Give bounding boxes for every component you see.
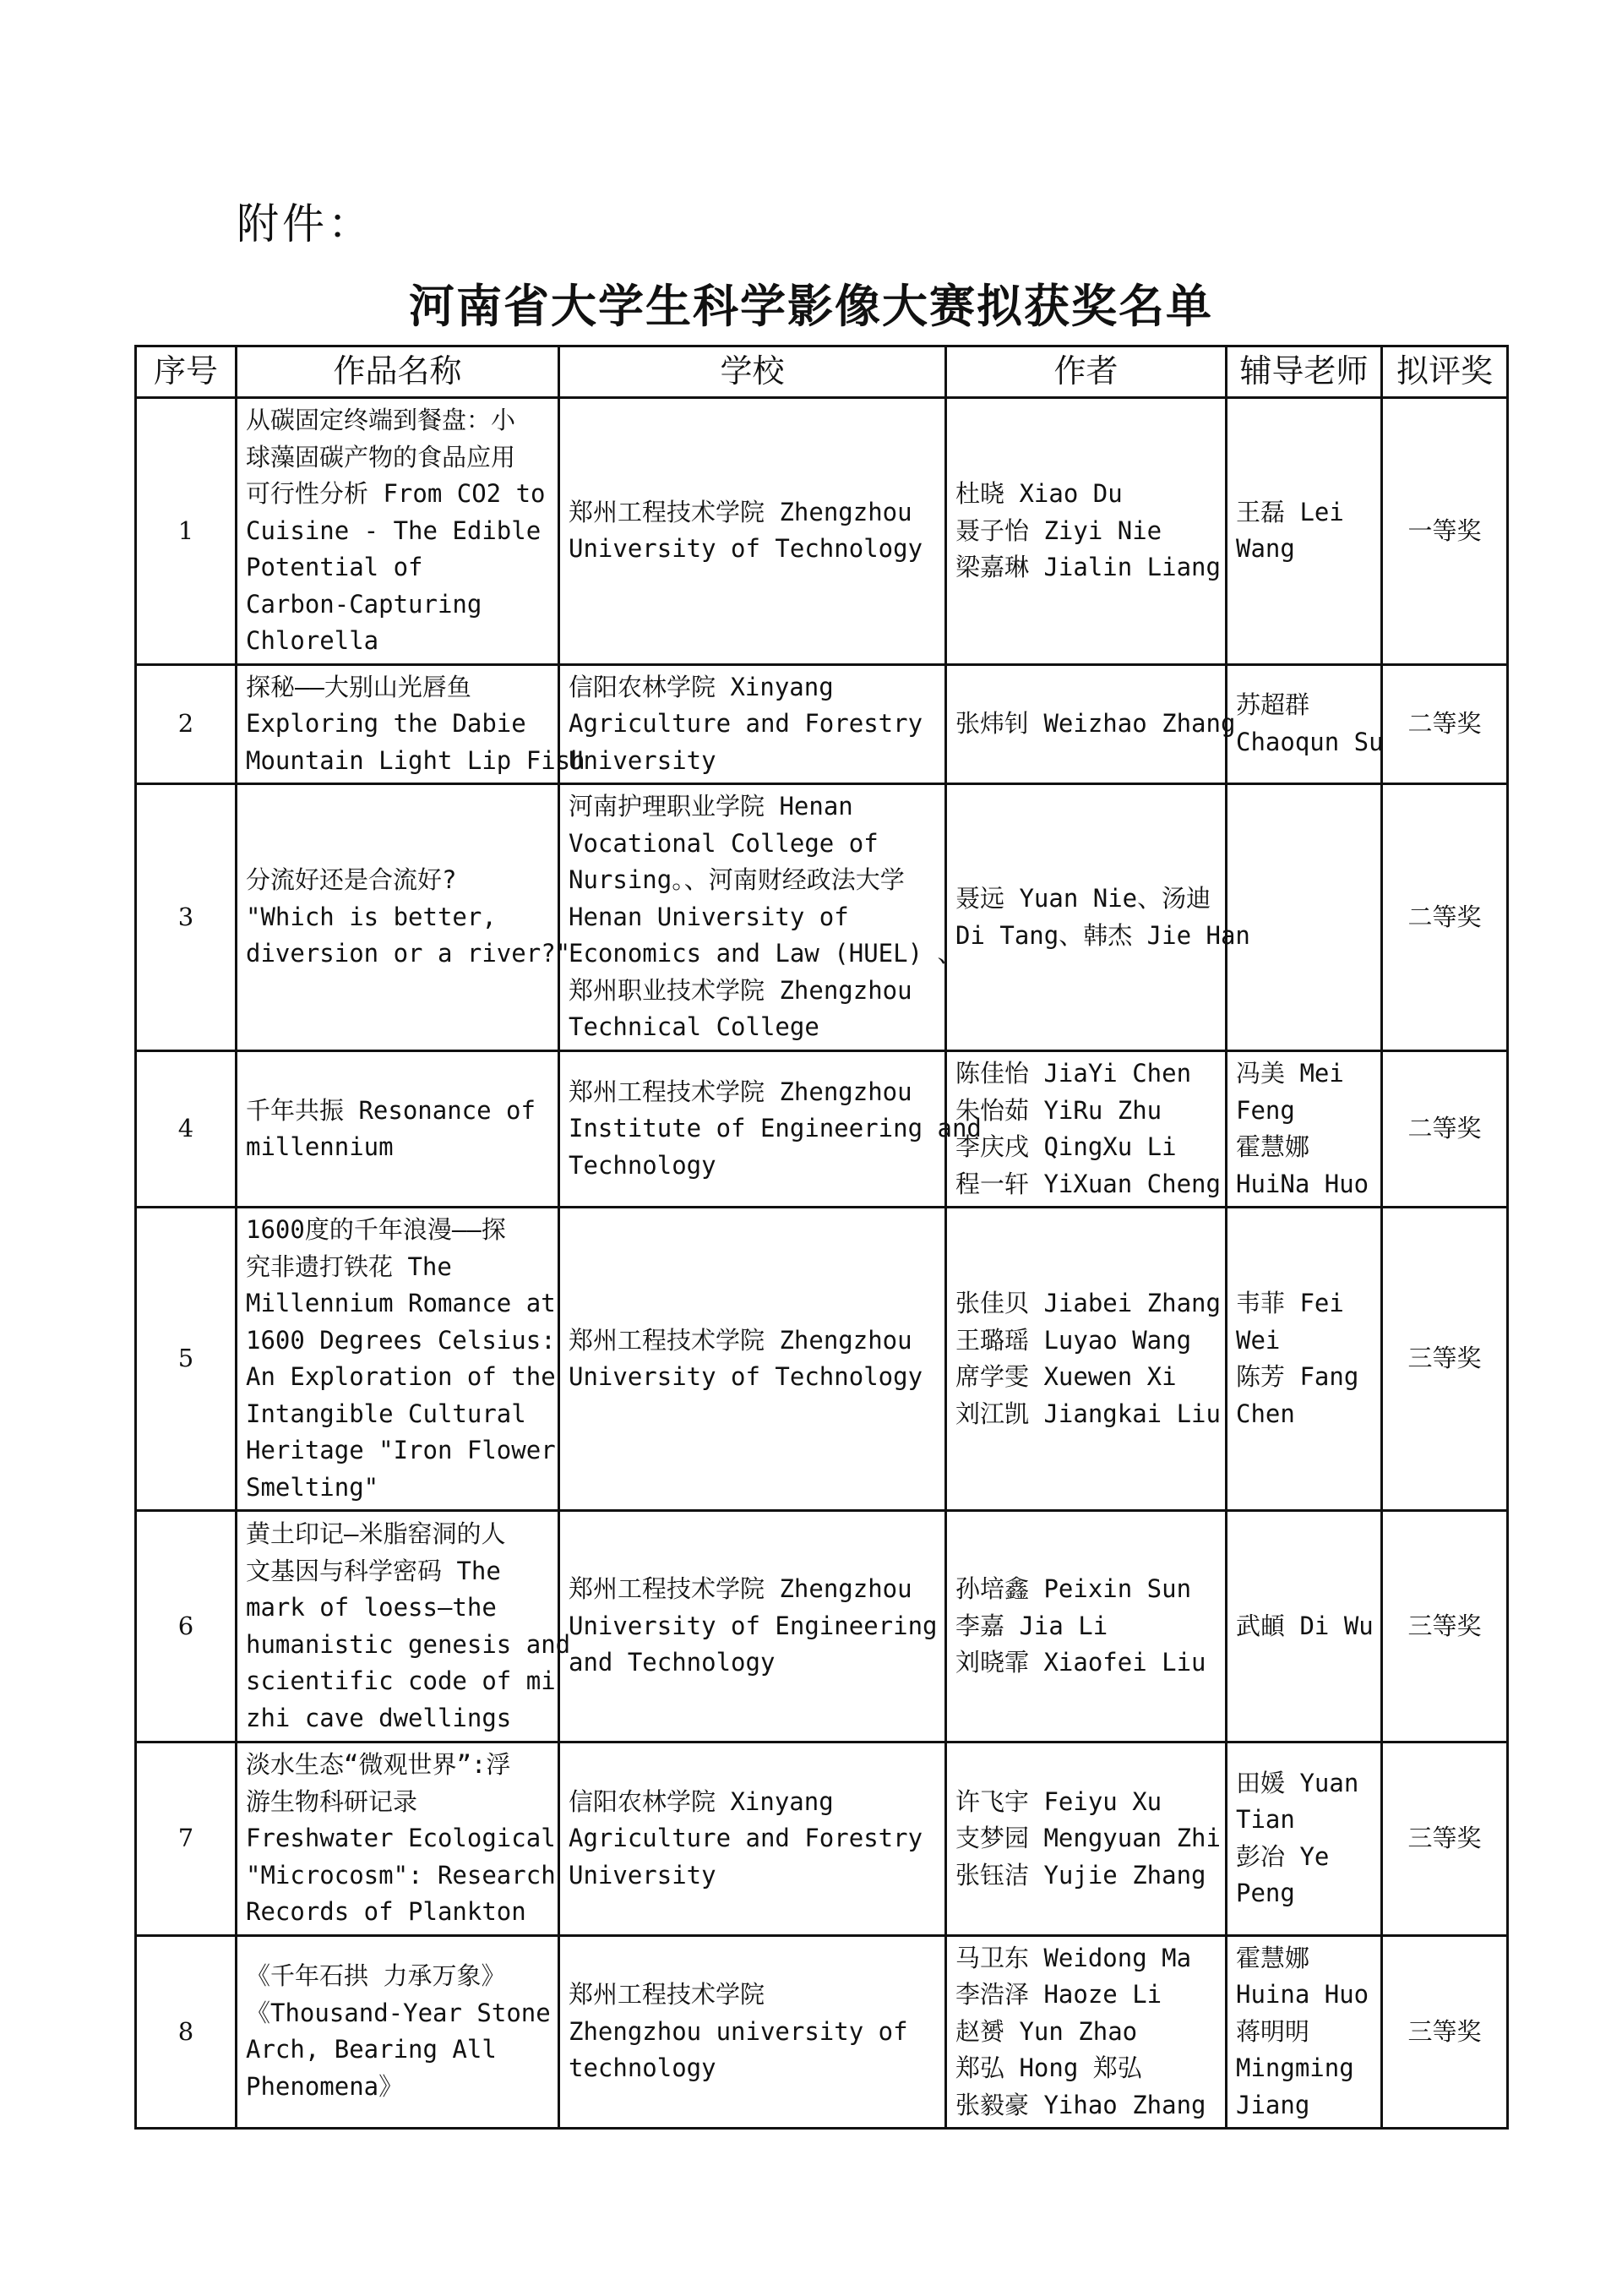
cell-school-line: 信阳农林学院 Xinyang [569,672,834,701]
cell-advisor-line: Chaoqun Su [1236,727,1384,756]
table-row [136,1511,1508,1742]
cell-award: 三等奖 [1382,1208,1508,1511]
cell-title-line: humanistic genesis and [246,1629,571,1659]
cell-advisor-line: 武頔 Di Wu [1236,1611,1374,1640]
cell-advisor [1227,1208,1382,1511]
cell-authors-line: 李庆戌 QingXu Li [955,1132,1177,1161]
cell-school-line: Agriculture and Forestry [569,1824,923,1852]
cell-authors-line: 杜晓 Xiao Du [955,479,1123,508]
cell-school [559,1208,946,1511]
cell-title-line: Heritage "Iron Flower [246,1436,556,1464]
cell-authors-line: 李嘉 Jia Li [955,1611,1108,1640]
cell-school-line: Technical College [569,1012,819,1042]
col-header-award: 拟评奖 [1382,346,1508,398]
table-row [136,784,1508,1051]
cell-school-line: 郑州工程技术学院 [569,1980,765,2009]
cell-title-line: millennium [246,1132,394,1161]
cell-number: 8 [136,1935,237,2129]
cell-advisor-line: 韦菲 Fei [1236,1289,1344,1317]
cell-title-line: Arch, Bearing All [246,2035,497,2064]
cell-title-line: Exploring the Dabie [246,709,526,738]
cell-authors-line: 张毅豪 Yihao Zhang [955,2090,1206,2119]
cell-award: 三等奖 [1382,1511,1508,1742]
cell-title-line: diversion or a river?" [246,939,571,968]
cell-authors-line: 聂远 Yuan Nie、汤迪 [955,884,1211,913]
cell-award: 三等奖 [1382,1742,1508,1936]
cell-authors-line: 聂子怡 Ziyi Nie [955,515,1162,545]
cell-authors-line: Di Tang、韩杰 Jie Han [955,920,1250,950]
cell-advisor-line: 苏超群 [1236,690,1310,720]
cell-school-line: 郑州工程技术学院 Zhengzhou [569,497,912,526]
cell-title-line: 分流好还是合流好? [246,865,457,895]
cell-title-line: Cuisine - The Edible [246,515,542,545]
cell-school [559,1051,982,1208]
cell-advisor [1227,1935,1382,2129]
cell-title-line: Intangible Cultural [246,1399,526,1428]
document-title: 河南省大学生科学影像大赛拟获奖名单 [409,279,1213,333]
cell-advisor-line: Wang [1236,534,1295,564]
cell-number: 7 [136,1742,237,1936]
cell-title-line: 黄土印记—米脂窑洞的人 [246,1519,506,1548]
cell-school [559,1511,946,1742]
cell-title-line: 《千年石拱 力承万象》 [246,1961,506,1991]
cell-title-line: Mountain Light Lip Fish [246,745,585,775]
cell-advisor [1227,1511,1382,1742]
table-row [136,1208,1508,1511]
cell-advisor-line: 冯美 Mei [1236,1059,1344,1088]
cell-title-line: 文基因与科学密码 The [246,1556,501,1585]
cell-title [237,1208,559,1511]
cell-advisor-line: 霍慧娜 [1236,1132,1310,1161]
cell-advisor-line: Chen [1236,1399,1295,1428]
cell-title [237,1742,559,1936]
cell-school-line: Economics and Law (HUEL) 、 [569,939,962,968]
cell-title-line: Records of Plankton [246,1897,526,1926]
col-header-school: 学校 [559,346,946,398]
cell-number: 1 [136,398,237,665]
cell-school-line: 信阳农林学院 Xinyang [569,1786,834,1816]
cell-advisor-line: 蒋明明 [1236,2016,1310,2046]
cell-school-line: University [569,1860,716,1890]
cell-advisor-line: 田媛 Yuan [1236,1768,1359,1797]
cell-title-line: Freshwater Ecological [246,1824,556,1852]
header-row [136,346,1508,398]
cell-advisor-line: 霍慧娜 [1236,1943,1310,1972]
cell-award: 一等奖 [1382,398,1508,665]
cell-advisor [1227,1742,1382,1936]
cell-number: 6 [136,1511,237,1742]
cell-title-line: 球藻固碳产物的食品应用 [246,442,516,472]
cell-title-line: Chlorella [246,626,379,655]
cell-title-line: Phenomena》 [246,2071,404,2101]
cell-school [559,1742,946,1936]
cell-advisor-line: Peng [1236,1879,1295,1908]
cell-authors-line: 王璐瑶 Luyao Wang [955,1325,1192,1355]
cell-authors [946,1208,1227,1511]
table-row [136,1935,1508,2129]
cell-title-line: 淡水生态“微观世界”:浮 [246,1750,511,1779]
cell-title-line: zhi cave dwellings [246,1703,512,1732]
cell-authors-line: 张佳贝 Jiabei Zhang [955,1289,1221,1317]
cell-advisor [1227,1051,1382,1208]
cell-school-line: University of Technology [569,534,923,564]
cell-school-line: Agriculture and Forestry [569,709,923,738]
cell-title-line: Smelting" [246,1472,379,1502]
cell-school [559,784,962,1051]
cell-authors-line: 梁嘉琳 Jialin Liang [955,553,1221,581]
cell-authors-line: 刘晓霏 Xiaofei Liu [955,1648,1206,1677]
cell-authors-line: 席学雯 Xuewen Xi [955,1362,1177,1391]
cell-authors-line: 程一轩 YiXuan Cheng [955,1169,1221,1198]
cell-title [237,1935,559,2129]
cell-advisor-line: 陈芳 Fang [1236,1362,1359,1391]
cell-title-line: scientific code of mi [246,1666,556,1695]
cell-school-line: and Technology [569,1648,776,1677]
cell-school-line: University of Technology [569,1362,923,1391]
cell-school-line: University [569,745,716,775]
col-header-title: 作品名称 [237,346,559,398]
cell-advisor-line: Wei [1236,1325,1281,1355]
cell-authors-line: 支梦园 Mengyuan Zhi [955,1824,1221,1852]
cell-number: 3 [136,784,237,1051]
col-header-no: 序号 [136,346,237,398]
cell-advisor-line: HuiNa Huo [1236,1169,1369,1198]
cell-title-line: 千年共振 Resonance of [246,1095,536,1125]
cell-authors-line: 马卫东 Weidong Ma [955,1943,1192,1972]
cell-advisor [1227,398,1382,665]
cell-title [237,1511,571,1742]
cell-title-line: 从碳固定终端到餐盘：小 [246,406,516,434]
cell-award: 二等奖 [1382,784,1508,1051]
cell-authors-line: 孙培鑫 Peixin Sun [955,1574,1192,1604]
cell-award: 二等奖 [1382,664,1508,784]
cell-advisor-line: 王磊 Lei [1236,497,1344,526]
cell-title-line: 探秘——大别山光唇鱼 [246,672,471,701]
cell-title [237,398,559,665]
cell-award: 二等奖 [1382,1051,1508,1208]
col-header-advisor: 辅导老师 [1227,346,1382,398]
cell-title [237,664,585,784]
cell-school [559,664,946,784]
cell-school [559,398,946,665]
cell-school-line: Vocational College of [569,828,879,858]
cell-school-line: Henan University of [569,902,849,931]
cell-advisor-line: Mingming [1236,2053,1354,2082]
attachment-label: 附件： [237,199,373,248]
cell-school [559,1935,946,2129]
cell-school-line: 郑州工程技术学院 Zhengzhou [569,1574,912,1604]
cell-advisor [1227,784,1382,1051]
table-row [136,664,1508,784]
cell-title-line: 1600 Degrees Celsius: [246,1325,556,1355]
cell-advisor-line: 彭冶 Ye [1236,1841,1330,1871]
cell-authors [946,784,1250,1051]
cell-title-line: Carbon-Capturing [246,589,482,619]
cell-authors [946,1511,1227,1742]
cell-authors [946,1051,1227,1208]
cell-school-line: 郑州工程技术学院 Zhengzhou [569,1325,912,1355]
cell-authors-line: 张炜钊 Weizhao Zhang [955,709,1236,738]
cell-school-line: technology [569,2053,716,2082]
cell-authors-line: 刘江凯 Jiangkai Liu [955,1399,1221,1428]
cell-advisor-line: Tian [1236,1805,1295,1835]
cell-advisor-line: Feng [1236,1095,1295,1125]
cell-authors-line: 许飞宇 Feiyu Xu [955,1786,1162,1816]
cell-school-line: Technology [569,1150,716,1180]
cell-title-line: 究非遗打铁花 The [246,1252,452,1281]
award-table [134,345,1509,2130]
cell-authors-line: 陈佳怡 JiaYi Chen [955,1059,1192,1088]
cell-number: 4 [136,1051,237,1208]
cell-authors-line: 郑弘 Hong 郑弘 [955,2053,1142,2082]
cell-title-line: "Which is better, [246,902,497,931]
cell-school-line: Nursing。、河南财经政法大学 [569,865,905,895]
cell-number: 2 [136,664,237,784]
cell-school-line: 郑州职业技术学院 Zhengzhou [569,975,912,1005]
cell-school-line: Zhengzhou university of [569,2016,908,2046]
cell-title-line: 1600度的千年浪漫——探 [246,1215,506,1244]
cell-authors [946,1742,1227,1936]
cell-school-line: 郑州工程技术学院 Zhengzhou [569,1077,912,1106]
cell-authors-line: 张钰洁 Yujie Zhang [955,1860,1206,1890]
cell-title-line: An Exploration of the [246,1362,556,1391]
cell-title-line: 可行性分析 From CO2 to [246,479,546,508]
cell-advisor-line: Jiang [1236,2090,1310,2119]
col-header-authors: 作者 [946,346,1227,398]
cell-title-line: Potential of [246,553,423,581]
cell-title-line: Millennium Romance at [246,1289,556,1317]
cell-school-line: Institute of Engineering and [569,1114,982,1143]
cell-authors [946,1935,1227,2129]
table-row [136,398,1508,665]
cell-title-line: 《Thousand-Year Stone [246,1998,551,2027]
cell-authors-line: 赵赟 Yun Zhao [955,2016,1138,2046]
cell-advisor [1227,664,1382,784]
cell-school-line: 河南护理职业学院 Henan [569,792,853,821]
cell-title [237,1051,559,1208]
cell-authors [946,398,1227,665]
cell-authors-line: 李浩泽 Haoze Li [955,1980,1162,2009]
table-row [136,1051,1508,1208]
cell-number: 5 [136,1208,237,1511]
cell-title-line: "Microcosm": Research [246,1860,556,1890]
cell-advisor-line: Huina Huo [1236,1980,1369,2009]
cell-authors-line: 朱怡茹 YiRu Zhu [955,1095,1162,1125]
cell-title-line: 游生物科研记录 [246,1786,418,1816]
cell-title-line: mark of loess—the [246,1593,497,1622]
cell-school-line: University of Engineering [569,1611,938,1640]
cell-authors [946,664,1236,784]
table-row [136,1742,1508,1936]
cell-award: 三等奖 [1382,1935,1508,2129]
cell-title [237,784,571,1051]
